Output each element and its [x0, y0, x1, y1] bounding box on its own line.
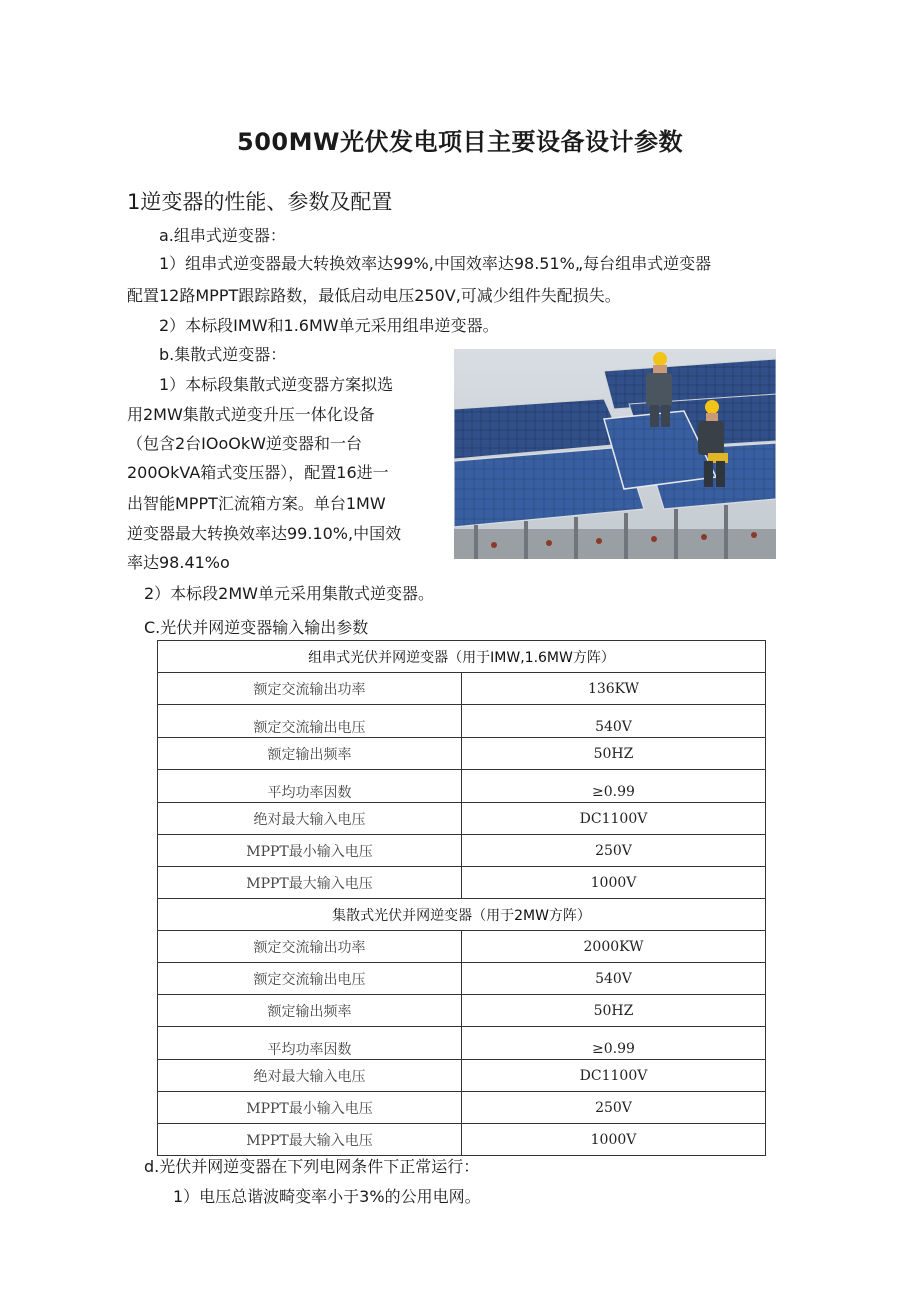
table-row [158, 1027, 766, 1060]
inverter-parameter-table [157, 640, 766, 1156]
table-cell-value: ≥0.99 [592, 1041, 635, 1057]
table-cell-label: 额定交流输出功率 [158, 931, 462, 963]
paragraph-b-heading: b.集散式逆变器： [159, 345, 287, 364]
paragraph-a2: 2）本标段IMW和1.6MW单元采用组串逆变器。 [159, 316, 499, 335]
table-row [158, 931, 766, 963]
table-cell-value: 1000V [462, 1124, 766, 1156]
table-row [158, 738, 766, 770]
paragraph-b1-line: 率达98.41%o [127, 553, 230, 572]
table-cell-label: MPPT最小输入电压 [158, 1092, 462, 1124]
table-cell-value: 250V [462, 835, 766, 867]
paragraph-b1-line: 1）本标段集散式逆变器方案拟选 [159, 375, 394, 394]
paragraph-a1-line2: 配置12路MPPT跟踪路数，最低启动电压250V,可减少组件失配损失。 [127, 286, 621, 305]
solar-panel-photo [454, 349, 776, 559]
table-cell-label: MPPT最小输入电压 [158, 835, 462, 867]
table-cell-value: DC1100V [462, 1060, 766, 1092]
table-cell-value: 250V [462, 1092, 766, 1124]
table-row [158, 705, 766, 738]
table-cell-value: 540V [595, 719, 632, 735]
paragraph-b1-line: 200OkVA箱式变压器），配置16进一 [127, 463, 389, 482]
table-row [158, 835, 766, 867]
table-row [158, 770, 766, 803]
table-cell-value: 2000KW [462, 931, 766, 963]
table-row [158, 867, 766, 899]
table-row [158, 1092, 766, 1124]
table-cell-label: MPPT最大输入电压 [158, 867, 462, 899]
paragraph-b1-line: 用2MW集散式逆变升压一体化设备 [127, 405, 375, 424]
table-cell-value: ≥0.99 [592, 784, 635, 800]
table-cell-value: 540V [462, 963, 766, 995]
table-row [158, 673, 766, 705]
table-cell-label: 绝对最大输入电压 [158, 1060, 462, 1092]
table-cell-value: 136KW [462, 673, 766, 705]
table-cell-label: 平均功率因数 [267, 1042, 352, 1058]
table-cell-label: MPPT最大输入电压 [158, 1124, 462, 1156]
table-cell-value: DC1100V [462, 803, 766, 835]
table-cell-label: 额定交流输出电压 [158, 963, 462, 995]
paragraph-d1: 1）电压总谐波畸变率小于3%的公用电网。 [173, 1187, 481, 1206]
table-cell-label: 平均功率因数 [267, 785, 352, 801]
table-cell-label: 额定输出频率 [158, 995, 462, 1027]
table-group-title: 集散式光伏并网逆变器（用于2MW方阵） [158, 899, 766, 931]
table-cell-label: 额定交流输出功率 [158, 673, 462, 705]
table-row [158, 1060, 766, 1092]
table-row [158, 803, 766, 835]
table-row [158, 963, 766, 995]
paragraph-c-heading: C.光伏并网逆变器输入输出参数 [144, 618, 369, 637]
table-cell-label: 绝对最大输入电压 [158, 803, 462, 835]
paragraph-b1-line: 逆变器最大转换效率达99.10%,中国效 [127, 524, 402, 543]
paragraph-b1-line: （包含2台IOoOkW逆变器和一台 [127, 434, 362, 453]
table-cell-label: 额定交流输出电压 [253, 720, 366, 736]
paragraph-a1-line1: 1）组串式逆变器最大转换效率达99%,中国效率达98.51%„每台组串式逆变器 [159, 254, 712, 273]
table-row [158, 1124, 766, 1156]
page-title: 500MW光伏发电项目主要设备设计参数 [237, 128, 683, 156]
table-cell-value: 50HZ [462, 738, 766, 770]
table-row [158, 995, 766, 1027]
table-cell-value: 1000V [462, 867, 766, 899]
table-cell-value: 50HZ [462, 995, 766, 1027]
paragraph-b1-line: 出智能MPPT汇流箱方案。单台1MW [127, 494, 386, 513]
paragraph-b2: 2）本标段2MW单元采用集散式逆变器。 [144, 584, 434, 603]
paragraph-a-heading: a.组串式逆变器： [159, 226, 286, 245]
paragraph-d-heading: d.光伏并网逆变器在下列电网条件下正常运行： [144, 1157, 480, 1176]
section-heading: 1逆变器的性能、参数及配置 [127, 190, 393, 214]
table-cell-label: 额定输出频率 [158, 738, 462, 770]
table-group-title: 组串式光伏并网逆变器（用于IMW,1.6MW方阵） [158, 641, 766, 673]
